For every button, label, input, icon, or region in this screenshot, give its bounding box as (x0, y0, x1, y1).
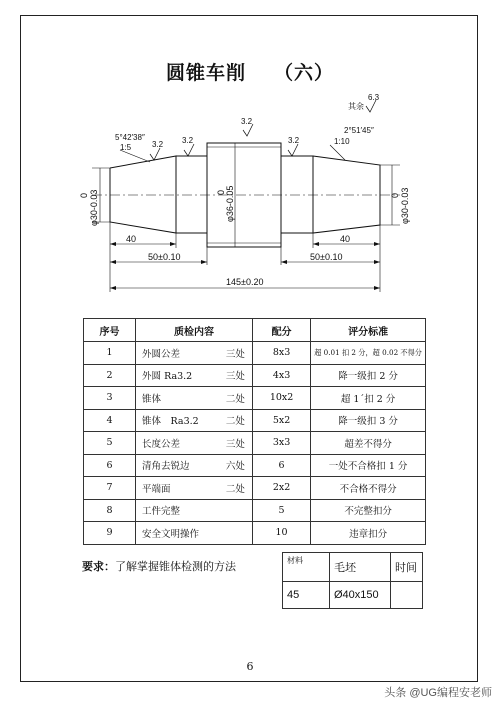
table-header-row (84, 319, 426, 342)
material-table (282, 552, 423, 609)
dim-dia-left-top: 0 (79, 192, 89, 198)
dim-len-right-50: 50±0.10 (310, 252, 343, 262)
dim-dia-right: φ30-0.03 (400, 187, 410, 224)
row-item-text: 外圆公差 (142, 348, 181, 360)
dim-dia-center-top: 0 (216, 189, 226, 195)
roughness-center: 3.2 (241, 117, 253, 126)
row-standard: 违章扣分 (311, 522, 426, 545)
right-taper (313, 156, 380, 233)
row-score: 2x2 (252, 477, 310, 500)
row-item-loc: 二处 (225, 483, 245, 495)
roughness-left: 3.2 (152, 140, 164, 149)
table-row (84, 387, 426, 410)
requirement (82, 558, 236, 574)
time-value (391, 582, 423, 609)
row-standard: 降一级扣 3 分 (311, 409, 426, 432)
row-standard: 超差不得分 (311, 432, 426, 455)
row-item (136, 477, 253, 500)
title-number: （六） (274, 62, 335, 84)
table-row (84, 364, 426, 387)
row-item (136, 387, 253, 410)
table-row (84, 454, 426, 477)
row-item-text: 长度公差 (142, 438, 181, 450)
row-standard: 超 1´扣 2 分 (311, 387, 426, 410)
row-score: 5x2 (252, 409, 310, 432)
row-no: 3 (84, 387, 136, 410)
row-standard: 降一级扣 2 分 (311, 364, 426, 387)
material-header: 材料 (283, 553, 330, 582)
title-text: 圆锥车削 (165, 62, 246, 84)
dim-dia-right-top: 0 (390, 192, 400, 198)
table-row (84, 499, 426, 522)
row-item-text: 锥体 Ra3.2 (142, 416, 199, 428)
row-item-text: 工件完整 (142, 506, 181, 518)
left-taper (110, 156, 176, 233)
row-score: 4x3 (252, 364, 310, 387)
col-header-standard: 评分标准 (311, 319, 426, 342)
row-score: 8x3 (252, 342, 310, 365)
row-standard: 一处不合格扣 1 分 (311, 454, 426, 477)
row-item (136, 432, 253, 455)
quality-table (83, 318, 426, 545)
row-item (136, 522, 253, 545)
row-item-text: 平端面 (142, 483, 171, 495)
taper-right-ratio: 1:10 (334, 137, 350, 146)
row-item-loc: 六处 (225, 461, 245, 473)
taper-right-angle: 2°51′45″ (344, 126, 374, 135)
row-item (136, 454, 253, 477)
row-item-text: 安全文明操作 (142, 528, 200, 540)
requirement-text: 了解掌握锥体检测的方法 (115, 560, 236, 573)
row-item (136, 342, 253, 365)
row-item-loc: 三处 (225, 438, 245, 450)
blank-header: 毛坯 (330, 553, 391, 582)
dim-len-left-40: 40 (126, 234, 137, 244)
row-no: 4 (84, 409, 136, 432)
requirement-label: 要求： (82, 560, 115, 573)
page-number: 6 (246, 660, 254, 673)
row-standard: 不合格不得分 (311, 477, 426, 500)
roughness-other-label: 其余 (348, 102, 364, 111)
right-cylinder (281, 156, 313, 233)
row-item-loc: 二处 (225, 416, 245, 428)
dim-dia-center: φ36-0.05 (225, 185, 235, 222)
dim-len-right-40: 40 (340, 234, 351, 244)
table-row (84, 432, 426, 455)
dim-len-left-50: 50±0.10 (148, 252, 181, 262)
taper-left-angle: 5°42′38″ (115, 133, 145, 142)
roughness-other: 6.3 (368, 93, 380, 102)
row-no: 9 (84, 522, 136, 545)
row-item-text: 锥体 (142, 393, 162, 405)
material-header-row (283, 553, 423, 582)
row-score: 10x2 (252, 387, 310, 410)
row-score: 6 (252, 454, 310, 477)
row-item-loc: 三处 (225, 371, 245, 383)
row-no: 8 (84, 499, 136, 522)
row-item (136, 409, 253, 432)
row-score: 3x3 (252, 432, 310, 455)
row-no: 7 (84, 477, 136, 500)
row-standard: 不完整扣分 (311, 499, 426, 522)
table-row (84, 409, 426, 432)
row-item-loc: 二处 (225, 393, 245, 405)
table-row (84, 477, 426, 500)
row-item-loc: 三处 (225, 348, 245, 360)
material-value: 45 (283, 582, 330, 609)
dim-len-total: 145±0.20 (226, 277, 264, 287)
row-item (136, 364, 253, 387)
table-row (84, 522, 426, 545)
material-value-row (283, 582, 423, 609)
row-score: 5 (252, 499, 310, 522)
table-row (84, 342, 426, 365)
row-item-text: 外圆 Ra3.2 (142, 371, 193, 383)
row-item-text: 清角去锐边 (142, 461, 190, 473)
watermark: 头条 @UG编程安老师 (384, 687, 492, 699)
roughness-right: 3.2 (288, 136, 300, 145)
row-no: 6 (84, 454, 136, 477)
taper-left-ratio: 1:5 (120, 143, 132, 152)
col-header-no: 序号 (84, 319, 136, 342)
blank-value: Ø40x150 (330, 582, 391, 609)
col-header-score: 配分 (252, 319, 310, 342)
row-score: 10 (252, 522, 310, 545)
left-cylinder (176, 156, 207, 233)
roughness-left2: 3.2 (182, 136, 194, 145)
part-drawing (0, 0, 500, 320)
dim-dia-left: φ30-0.03 (89, 189, 99, 226)
time-header: 时间 (391, 553, 423, 582)
row-no: 1 (84, 342, 136, 365)
row-item (136, 499, 253, 522)
col-header-content: 质检内容 (136, 319, 253, 342)
row-no: 2 (84, 364, 136, 387)
row-standard: 超 0.01 扣 2 分，超 0.02 不得分 (311, 342, 426, 365)
row-no: 5 (84, 432, 136, 455)
